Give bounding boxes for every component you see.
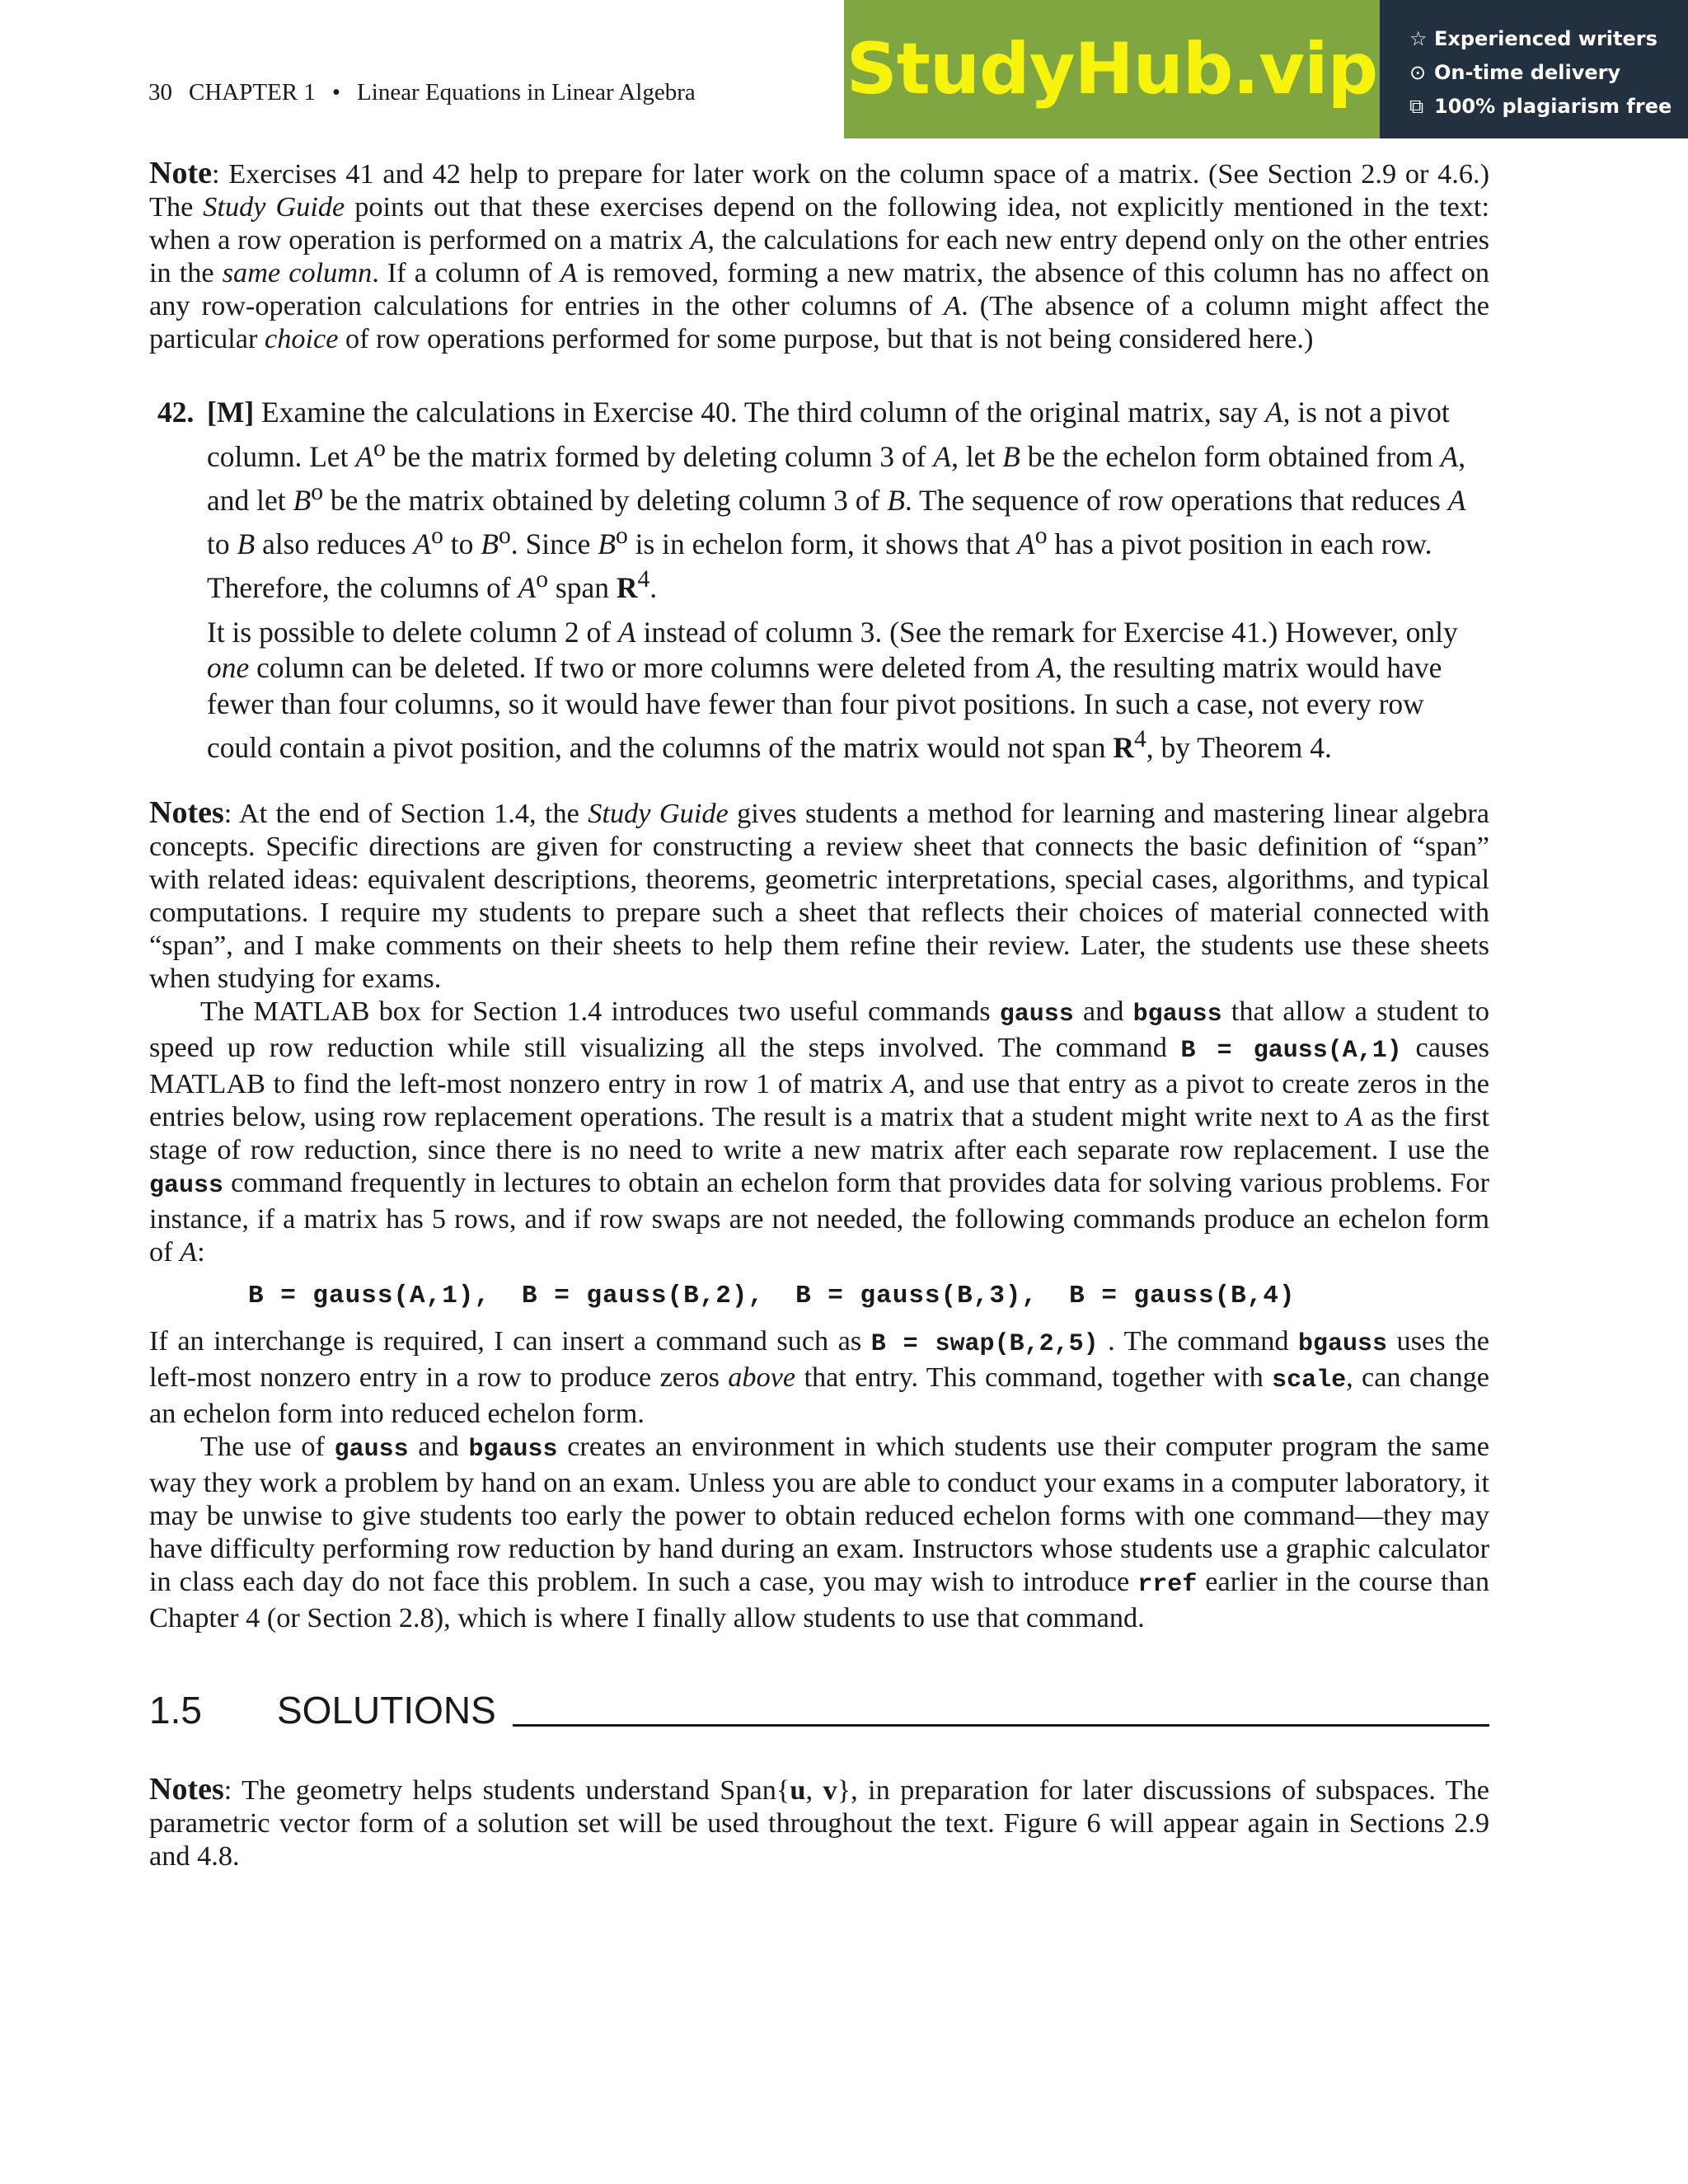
note-lead: Note [149,156,212,190]
exercise-42 [149,395,1489,766]
feature-item [1409,55,1688,89]
exercise-tag: [M] [207,396,255,429]
notes-lead: Notes [149,1771,224,1807]
header-bullet: • [331,79,341,105]
star-icon: ☆ [1409,26,1428,50]
section-title: SOLUTIONS [277,1688,496,1732]
command: B = gauss(B,4) [1069,1281,1296,1310]
logo-box [844,0,1380,138]
study-guide-ref: Study Guide [588,797,729,829]
code-command: B = gauss(A,1) [1180,1036,1402,1065]
feature-item [1409,89,1688,123]
feature-label: On-time delivery [1434,60,1621,84]
chapter-title: Linear Equations in Linear Algebra [357,79,696,105]
section-number: 1.5 [149,1688,202,1732]
notes-paragraph: Notes: At the end of Section 1.4, the Study Guide gives students a method for learning and mastering linear algebra concepts. Specific directions are given for constructing a review sheet that connects the basic definition of “span” with related ideas: equivalent descriptions, theorems, geometric interpretations, special cases, algorithms, and typical computations. I require my students to prepare such a sheet that reflects their choices of material connected with “span”, and I make comments on their sheets to help them refine their review. Later, the students use these sheets when studying for exams. [149,794,1489,994]
command-line [248,1280,1489,1313]
feature-label: 100% plagiarism free [1434,94,1672,118]
notes-lead: Notes [149,794,224,830]
ad-banner[interactable] [844,0,1688,138]
usage-paragraph: The use of gauss and bgauss creates an environment in which students use their computer program the same way they work a problem by hand on an exam. Unless you are able to conduct your exams in a computer laboratory, it may be unwise to give students too early the power to obtain reduced echelon forms with one command—they may have difficulty performing row reduction by hand during an exam. Instructors whose students use a graphic calculator in class each day do not face this problem. In such a case, you may wish to introduce rref earlier in the course than Chapter 4 (or Section 2.8), which is where I finally allow students to use that command. [149,1430,1489,1633]
exercise-paragraph: [M] Examine the calculations in Exercise 40. The third column of the original matrix, say A, is not a pivot column. Let $A^o$ be the matrix formed by deleting column 3 of A, let B be the echelon form obtained from A, and let $B^o$ be the matrix obtained by deleting column 3 of B. The sequence of row operations that reduces A to B also reduces $A^o$ to $B^o$. Since $B^o$ is in echelon form, it shows that $A^o$ has a pivot position in each row. Therefore, the columns of $A^o$ span $R^4$. [207,396,1466,605]
heading-rule [513,1724,1489,1727]
command: B = gauss(B,2), [522,1281,765,1310]
page-content [149,157,1489,1872]
studyhub-logo: StudyHub.vip [846,28,1378,110]
interchange-paragraph: If an interchange is required, I can insert a command such as B = swap(B,2,5) . The command bgauss uses the left-most nonzero entry in a row to produce zeros above that entry. This command, together with scale, can change an echelon form into reduced echelon form. [149,1324,1489,1429]
command: B = gauss(B,3), [795,1281,1039,1310]
note-paragraph: Note: Exercises 41 and 42 help to prepare for later work on the column space of a matrix. (See Section 2.9 or 4.6.) The Study Guide points out that these exercises depend on the following idea, not explicitly mentioned in the text: when a row operation is performed on a matrix A, the calculations for each new entry depend only on the other entries in the same column. If a column of A is removed, forming a new matrix, the absence of this column has no affect on any row-operation calculations for entries in the other columns of A. (The absence of a column might affect the particular choice of row operations performed for some purpose, but that is not being considered here.) [149,156,1489,354]
clock-icon: ⊙ [1409,60,1427,84]
page-number: 30 [148,79,172,105]
code-bgauss: bgauss [1132,1000,1222,1029]
exercise-number: 42. [157,396,195,429]
section-heading [149,1687,1489,1733]
chapter-label: CHAPTER 1 [189,79,316,105]
running-head [148,79,712,106]
code-swap: B = swap(B,2,5) [870,1329,1099,1358]
feature-label: Experienced writers [1434,26,1658,50]
code-scale: scale [1272,1366,1347,1394]
code-rref: rref [1137,1570,1198,1599]
matlab-paragraph: The MATLAB box for Section 1.4 introduces two useful commands gauss and bgauss that allow a student to speed up row reduction while still visualizing all the steps involved. The command B = gauss(A,1) causes MATLAB to find the left-most nonzero entry in row 1 of matrix A, and use that entry as a pivot to create zeros in the entries below, using row replacement operations. The result is a matrix that a student might write next to A as the first stage of row reduction, since there is no need to write a new matrix after each separate row replacement. I use the gauss command frequently in lectures to obtain an echelon form that provides data for solving various problems. For instance, if a matrix has 5 rows, and if row swaps are not needed, the following commands produce an echelon form of A: [149,995,1490,1268]
exercise-paragraph: It is possible to delete column 2 of A instead of column 3. (See the remark for Exercise 41.) However, only one column can be deleted. If two or more columns were deleted from A, the resulting matrix would have fewer than four columns, so it would have fewer than four pivot positions. In such a case, not every row could contain a pivot position, and the columns of the matrix would not span $R^4$, by Theorem 4. [207,615,1458,765]
copy-icon: ⧉ [1409,94,1424,118]
feature-list [1380,0,1688,138]
study-guide-ref: Study Guide [203,191,345,223]
feature-item [1409,21,1688,55]
notes-paragraph: Notes: The geometry helps students understand Span{u, v}, in preparation for later discussions of subspaces. The parametric vector form of a solution set will be used throughout the text. Figure 6 will appear again in Sections 2.9 and 4.8. [149,1771,1489,1872]
command: B = gauss(A,1), [248,1281,491,1310]
code-gauss: gauss [999,1000,1074,1029]
